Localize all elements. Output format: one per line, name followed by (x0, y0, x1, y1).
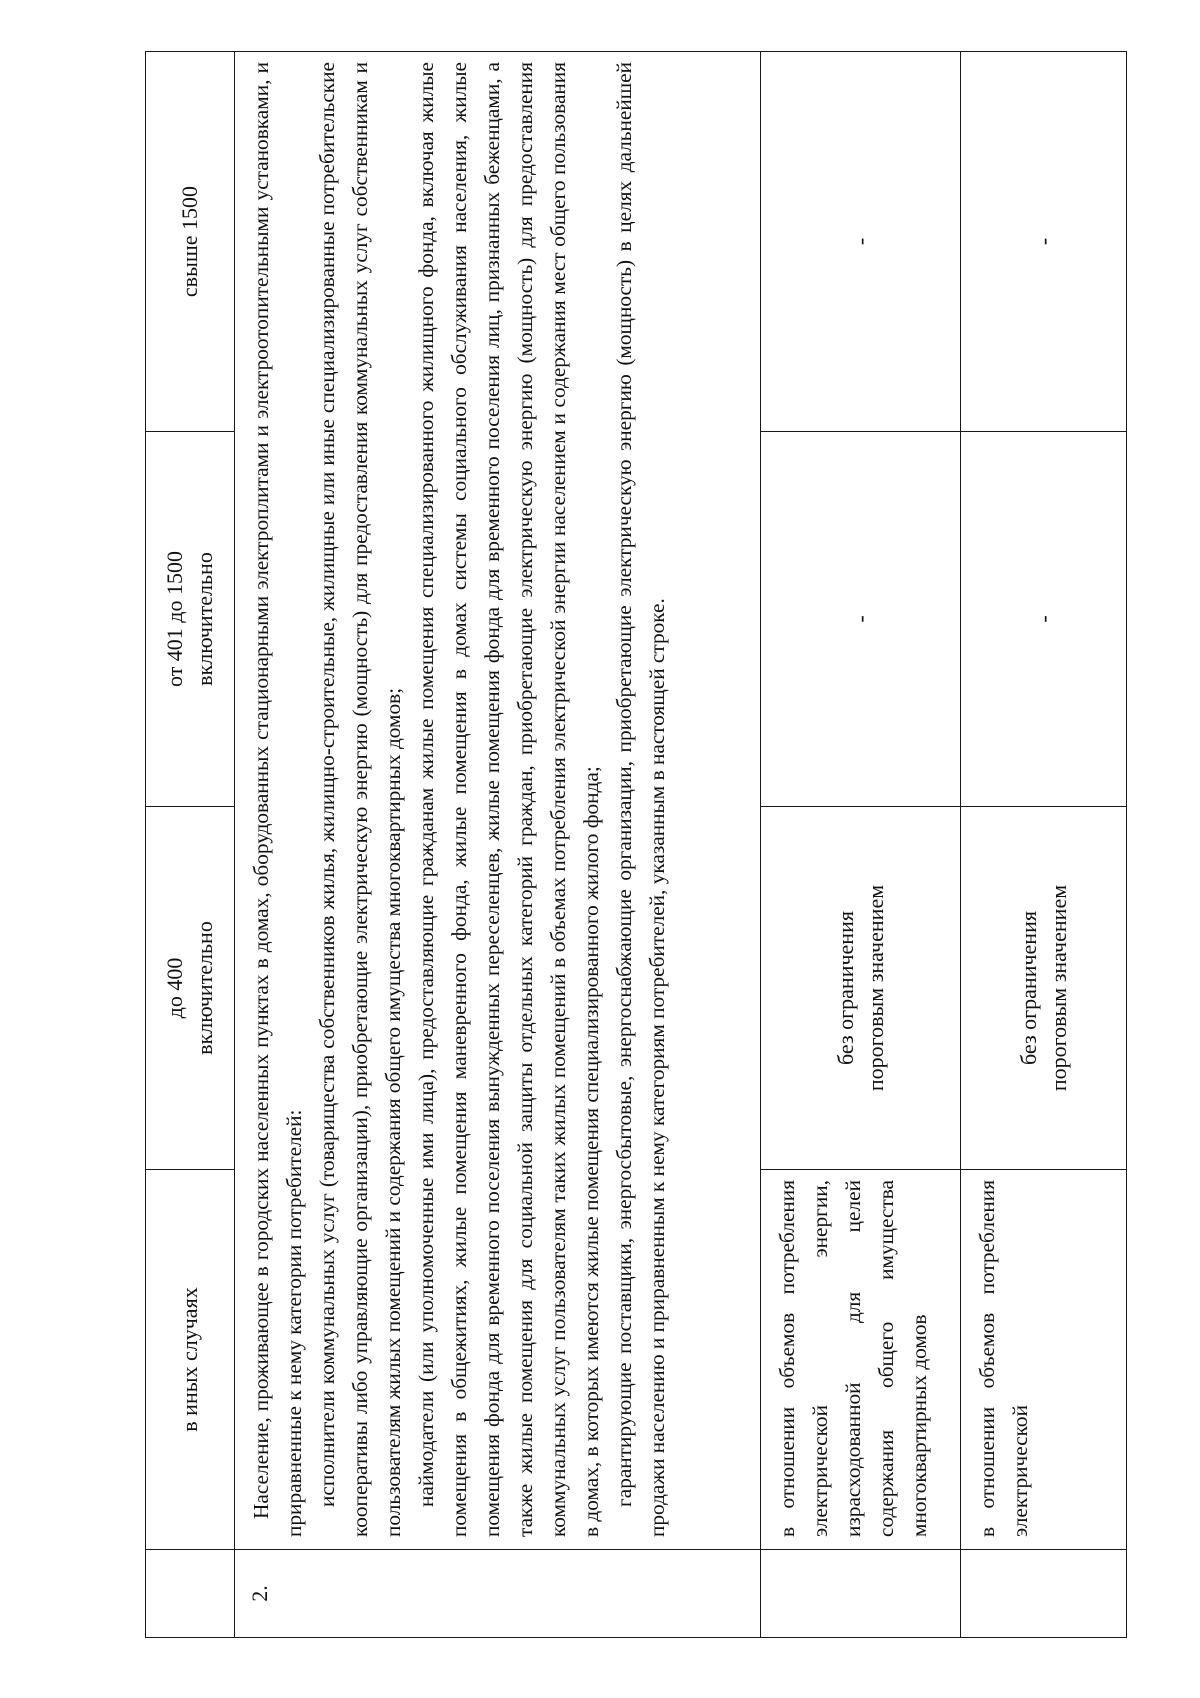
paragraph: Население, проживающее в городских населенных пунктах в домах, оборудованных стационарными электроплитами и электроотопительными установками, и приравненные к нему категории потребителей: (249, 62, 306, 1537)
row-common-property-label: в отношении объемов потребления электрической энергии, израсходованной для целей содержания общего имущества многоквартирных домов (761, 1170, 961, 1550)
value-401-1500: - (761, 432, 961, 807)
row-consumption (961, 52, 1127, 1638)
value-up-to-400: без ограничения пороговым значением (961, 807, 1127, 1170)
header-row (146, 52, 235, 1638)
header-cell-other-cases: в иных случаях (146, 1170, 235, 1550)
row-consumption-label: в отношении объемов потребления электрической (961, 1170, 1127, 1550)
row-common-property (761, 52, 961, 1638)
value-over-1500: - (961, 52, 1127, 432)
tariff-table (145, 51, 1127, 1638)
paragraph: исполнители коммунальных услуг (товарищества собственников жилья, жилищно-строительные, жилищные или иные специализированные потребительские кооперативы либо управляющие организации), приобретающие электрическую энергию (мощность) для предоставления коммунальных услуг собственникам и пользователям жилых помещений и содержания общего имущества многоквартирных домов; (315, 62, 405, 1537)
header-cell-number (146, 1550, 235, 1638)
paragraph: гарантирующие поставщики, энергосбытовые, энергоснабжающие организации, приобретающие электрическую энергию (мощность) в целях дальнейшей продажи населению и приравненным к нему категориям потребителей, указанным в настоящей строке. (612, 62, 669, 1537)
empty-number-cell (961, 1550, 1127, 1638)
value-over-1500: - (761, 52, 961, 432)
row-number: 2. (235, 1550, 761, 1638)
row-2 (235, 52, 761, 1638)
header-cell-up-to-400: до 400 включительно (146, 807, 235, 1170)
value-up-to-400: без ограничения пороговым значением (761, 807, 961, 1170)
value-401-1500: - (961, 432, 1127, 807)
rotated-table-wrapper (145, 52, 1125, 1638)
row-2-description (235, 52, 761, 1550)
header-cell-over-1500: свыше 1500 (146, 52, 235, 432)
paragraph: наймодатели (или уполномоченные ими лица), предоставляющие гражданам жилые помещения специализированного жилищного фонда, включая жилые помещения в общежитиях, жилые помещения маневренного фонда, жилые помещения в домах системы социального обслуживания населения, жилые помещения фонда для временного поселения вынужденных переселенцев, жилые помещения фонда для временного поселения лиц, признанных беженцами, а также жилые помещения для социальной защиты отдельных категорий граждан, приобретающие электрическую энергию (мощность) для предоставления коммунальных услуг пользователям таких жилых помещений в объемах потребления электрической энергии населением и содержания мест общего пользования в домах, в которых имеются жилые помещения специализированного жилого фонда; (414, 62, 603, 1537)
empty-number-cell (761, 1550, 961, 1638)
header-cell-401-1500: от 401 до 1500 включительно (146, 432, 235, 807)
